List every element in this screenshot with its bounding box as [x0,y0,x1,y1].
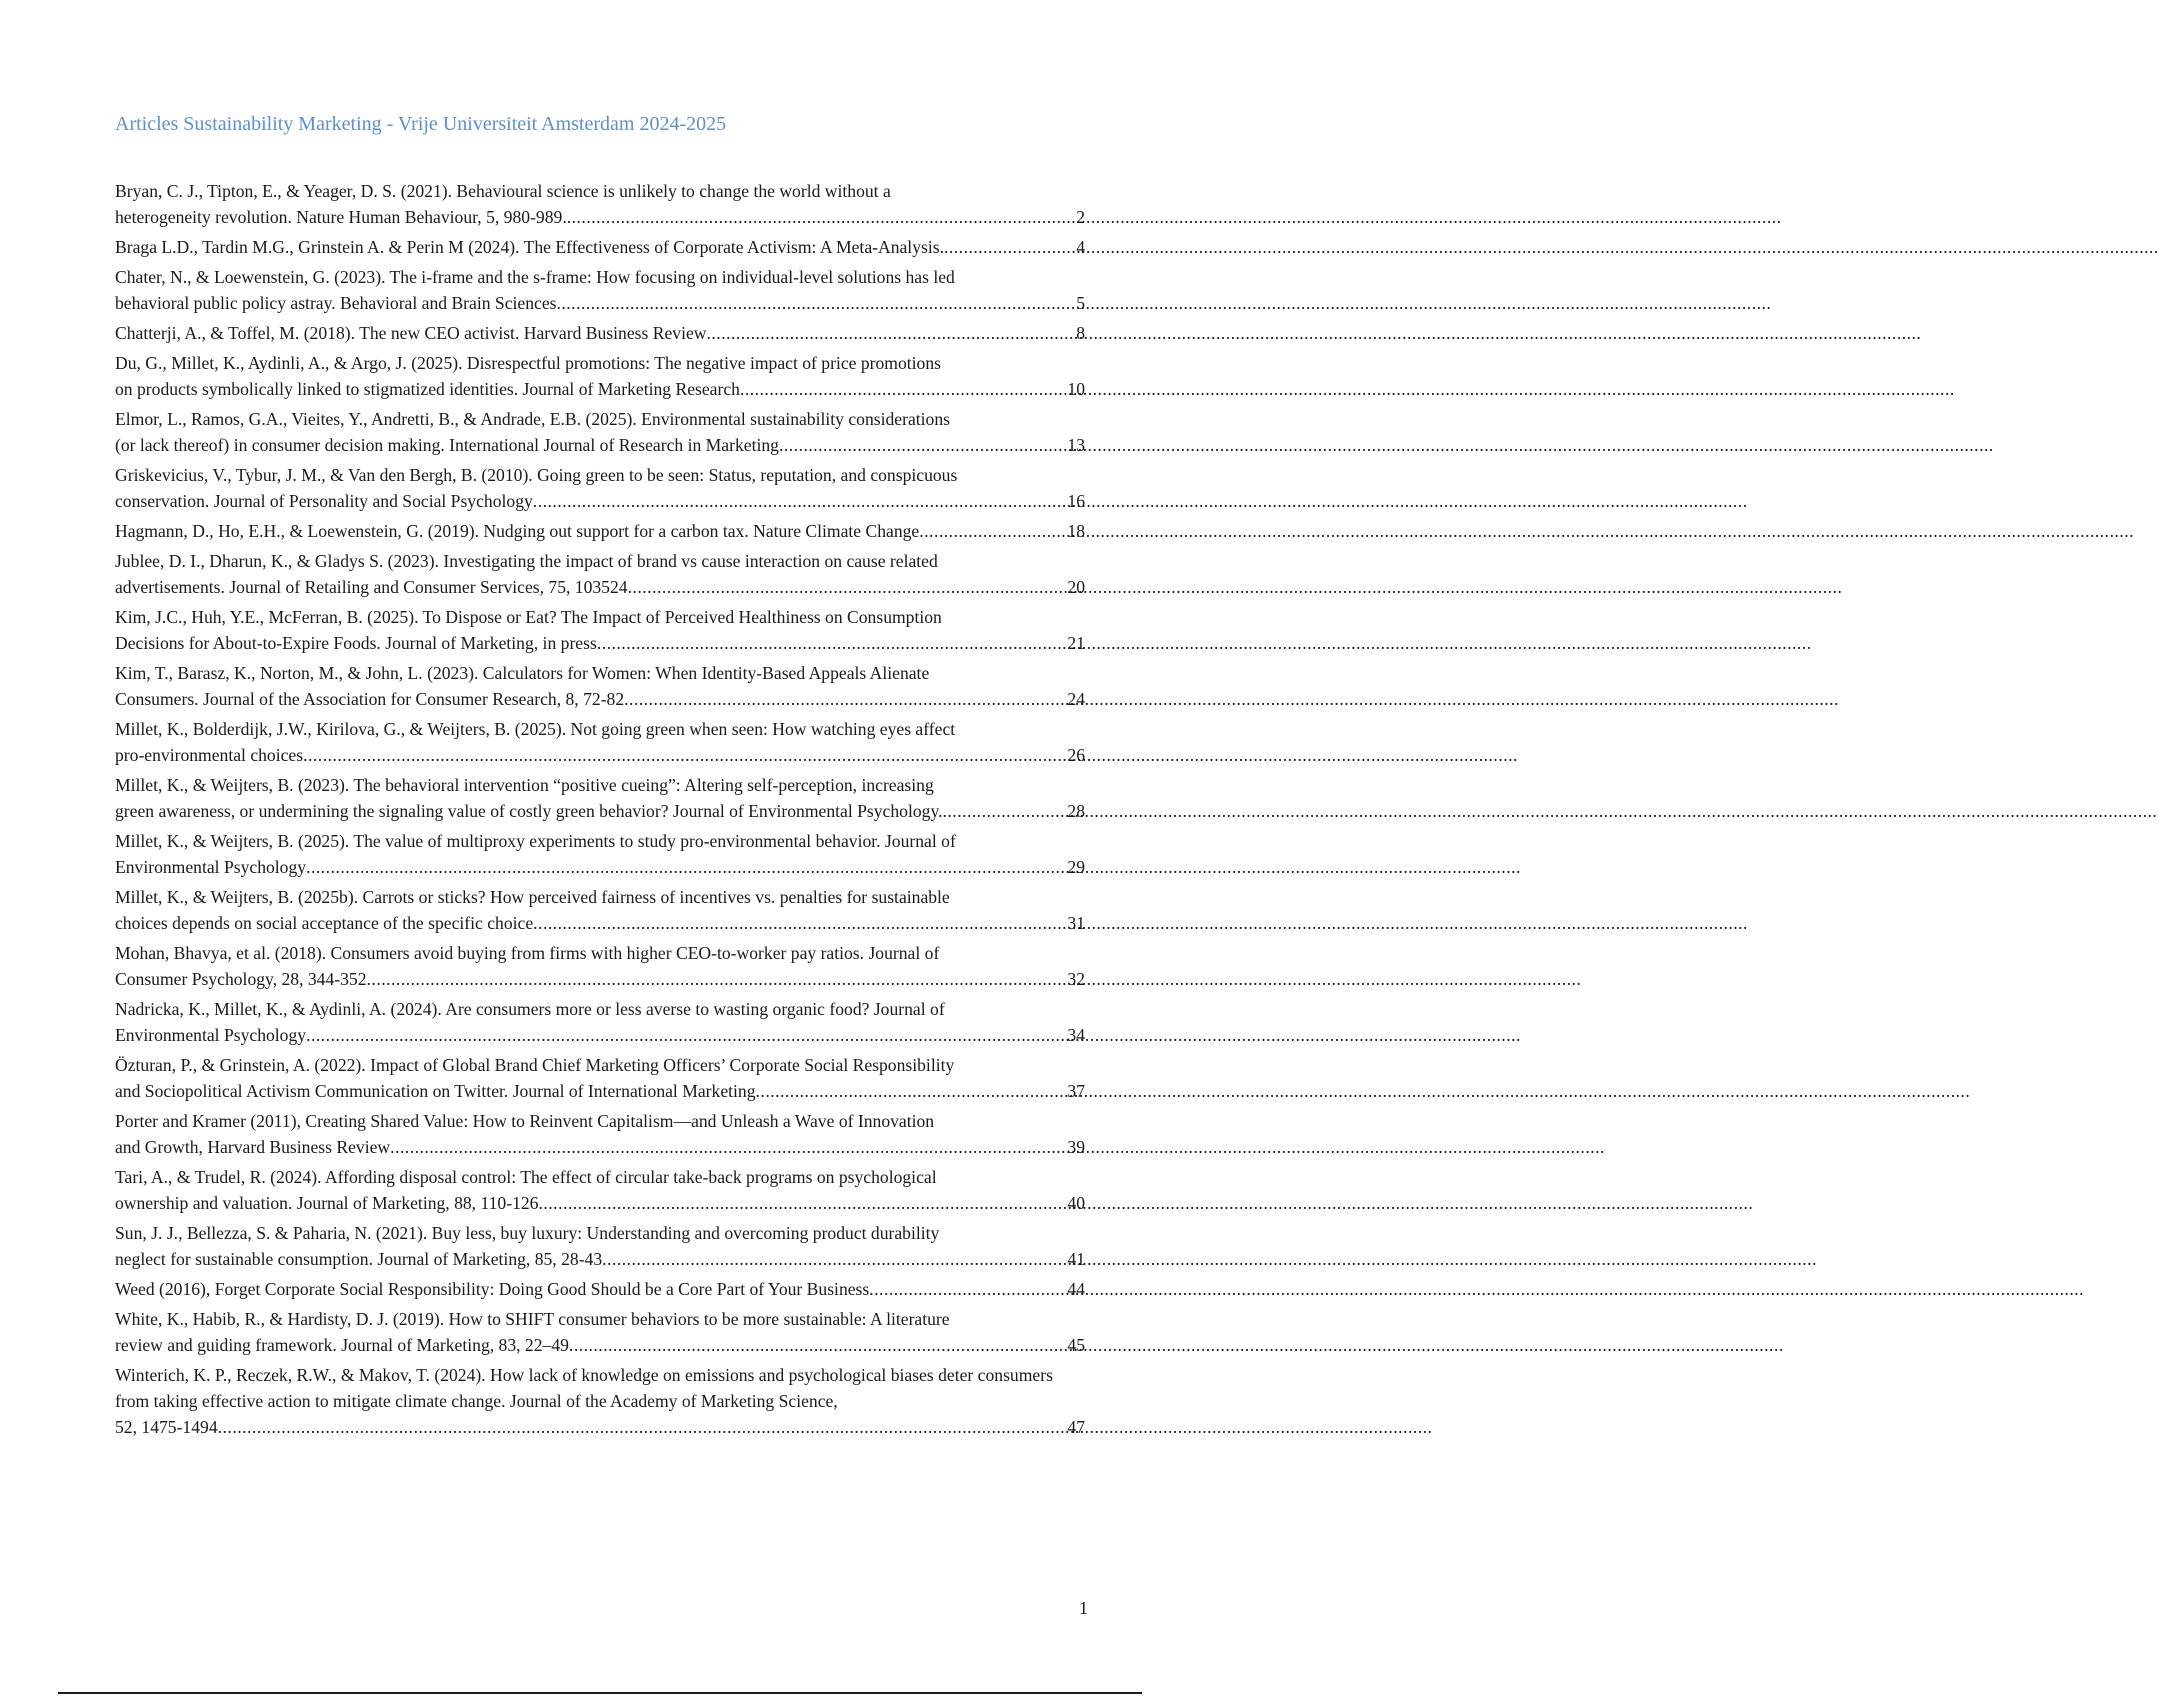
toc-entry-text: Mohan, Bhavya, et al. (2018). Consumers avoid buying from firms with higher CEO‐to‐worker pay ratios. Journal of [115,943,940,963]
toc-entry-text: Bryan, C. J., Tipton, E., & Yeager, D. S. (2021). Behavioural science is unlikely to change the world without a [115,181,891,201]
toc-page-number[interactable]: 13 [1067,435,1085,455]
toc-entry-line [115,630,1085,656]
toc-entry[interactable] [115,1164,1085,1216]
toc-entry-text: Sun, J. J., Bellezza, S. & Paharia, N. (2021). Buy less, buy luxury: Understanding and overcoming product durability [115,1223,940,1243]
toc-entry-text: Jublee, D. I., Dharun, K., & Gladys S. (2023). Investigating the impact of brand vs cause interaction on cause related [115,551,938,571]
toc-entry[interactable] [115,178,1085,230]
toc-entry-text: Griskevicius, V., Tybur, J. M., & Van den Bergh, B. (2010). Going green to be seen: Status, reputation, and conspicuous [115,465,958,485]
toc-page-number[interactable]: 24 [1067,689,1085,709]
toc-entry[interactable] [115,996,1085,1048]
toc-entry-line [115,518,1085,544]
toc-page-number[interactable]: 41 [1067,1249,1085,1269]
toc-page-number[interactable]: 31 [1067,913,1085,933]
toc-entry[interactable] [115,1108,1085,1160]
toc-page-number[interactable]: 10 [1067,379,1085,399]
toc-dot-leader [569,1332,1067,1358]
toc-page-number[interactable]: 47 [1067,1417,1085,1437]
toc-entry-line [115,798,1085,824]
toc-dot-leader [567,204,1076,230]
toc-entry-text: on products symbolically linked to stigmatized identities. Journal of Marketing Research [115,379,740,399]
toc-entry-line [115,204,1085,230]
toc-entry-text: conservation. Journal of Personality and Social Psychology [115,491,533,511]
toc-page-number[interactable]: 34 [1067,1025,1085,1045]
toc-entry-text: behavioral public policy astray. Behavioral and Brain Sciences [115,293,557,313]
toc-entry[interactable] [115,320,1085,346]
toc-entry-text: and Growth, Harvard Business Review [115,1137,391,1157]
toc-entry-line [115,1246,1085,1272]
toc-entry[interactable] [115,828,1085,880]
toc-entry-text: Tari, A., & Trudel, R. (2024). Affording disposal control: The effect of circular take-back programs on psychological [115,1167,937,1187]
toc-entry[interactable] [115,548,1085,600]
toc-entry[interactable] [115,1220,1085,1272]
toc-page-number[interactable]: 26 [1067,745,1085,765]
toc-page-number[interactable]: 16 [1067,491,1085,511]
toc-entry-text: Kim, T., Barasz, K., Norton, M., & John, L. (2023). Calculators for Women: When Identity-Based Appeals Alienate [115,663,930,683]
toc-entry-text: heterogeneity revolution. Nature Human Behaviour, 5, 980-989. [115,207,567,227]
toc-page-number[interactable]: 28 [1067,801,1085,821]
toc-entry-line [115,1332,1085,1358]
toc-entry-text: Consumer Psychology, 28, 344-352 [115,969,367,989]
toc-dot-leader [390,1134,1067,1160]
toc-dot-leader [779,432,1067,458]
page-number: 1 [1079,1598,1088,1618]
toc-entry-text: Millet, K., Bolderdijk, J.W., Kirilova, G., & Weijters, B. (2025). Not going green when seen: How watching eyes affect [115,719,956,739]
toc-entry-text: Porter and Kramer (2011), Creating Shared Value: How to Reinvent Capitalism—and Unleash a Wave of Innovation [115,1111,935,1131]
toc-page-number[interactable]: 45 [1067,1335,1085,1355]
toc-entry-line [115,376,1085,402]
page-title[interactable]: Articles Sustainability Marketing - Vrije Universiteit Amsterdam 2024-2025 [115,113,727,135]
toc-page-number[interactable]: 18 [1067,521,1085,541]
table-of-contents [115,178,1085,1444]
toc-page-number[interactable]: 39 [1067,1137,1085,1157]
toc-entry[interactable] [115,1362,1085,1440]
toc-entry[interactable] [115,350,1085,402]
toc-entry-line [115,1022,1085,1048]
toc-entry-text: Chater, N., & Loewenstein, G. (2023). The i-frame and the s-frame: How focusing on individual-level solutions has led [115,267,955,287]
toc-entry-line [115,234,1085,260]
toc-entry-line [115,290,1085,316]
toc-entry-text: Environmental Psychology [115,857,307,877]
toc-entry[interactable] [115,940,1085,992]
toc-dot-leader [869,1276,1067,1302]
toc-page-number[interactable]: 4 [1076,237,1085,257]
toc-page-number[interactable]: 40 [1067,1193,1085,1213]
toc-entry-text: Kim, J.C., Huh, Y.E., McFerran, B. (2025). To Dispose or Eat? The Impact of Perceived Healthiness on Consumption [115,607,942,627]
toc-entry[interactable] [115,264,1085,316]
toc-entry-line [115,1414,1085,1440]
toc-entry-text: neglect for sustainable consumption. Journal of Marketing, 85, 28-43 [115,1249,603,1269]
toc-page-number[interactable]: 5 [1076,293,1085,313]
toc-page-number[interactable]: 2 [1076,207,1085,227]
toc-entry[interactable] [115,604,1085,656]
toc-entry[interactable] [115,518,1085,544]
toc-entry-line [115,1134,1085,1160]
toc-entry-text: Decisions for About-to-Expire Foods. Journal of Marketing, in press [115,633,597,653]
toc-entry-text: Du, G., Millet, K., Aydinli, A., & Argo, J. (2025). Disrespectful promotions: The negative impact of price promotions [115,353,942,373]
toc-entry-text: and Sociopolitical Activism Communication on Twitter. Journal of International Marketing [115,1081,756,1101]
toc-entry-text: Nadricka, K., Millet, K., & Aydinli, A. (2024). Are consumers more or less averse to wasting organic food? Journal of [115,999,945,1019]
toc-entry-text: Elmor, L., Ramos, G.A., Vieites, Y., Andretti, B., & Andrade, E.B. (2025). Environmental sustainability considerations [115,409,950,429]
toc-entry-text: (or lack thereof) in consumer decision making. International Journal of Research in Marketing [115,435,779,455]
toc-entry-text: review and guiding framework. Journal of Marketing, 83, 22–49 [115,1335,569,1355]
toc-entry-text: Özturan, P., & Grinstein, A. (2022). Impact of Global Brand Chief Marketing Officers’ Corporate Social Responsibility [115,1055,955,1075]
toc-entry-text: Consumers. Journal of the Association for Consumer Research, 8, 72-82 [115,689,625,709]
toc-entry[interactable] [115,406,1085,458]
toc-entry-text: Weed (2016), Forget Corporate Social Responsibility: Doing Good Should be a Core Part of Your Business [115,1279,870,1299]
page-bottom-rule [58,1692,1142,1694]
toc-entry-text: 52, 1475-1494 [115,1417,218,1437]
toc-entry[interactable] [115,1306,1085,1358]
toc-entry[interactable] [115,1276,1085,1302]
toc-dot-leader [367,966,1068,992]
toc-entry[interactable] [115,660,1085,712]
toc-page-number[interactable]: 32 [1067,969,1085,989]
toc-page-number[interactable]: 37 [1067,1081,1085,1101]
toc-entry-text: Winterich, K. P., Reczek, R.W., & Makov, T. (2024). How lack of knowledge on emissions and psychological biases deter consumers from taking effective action to mitigate climate change. Journal of the Academy of Marketing Science, [115,1365,1053,1411]
toc-entry-text: Millet, K., & Weijters, B. (2025). The value of multiproxy experiments to study pro-environmental behavior. Journal of [115,831,956,851]
toc-entry-text: advertisements. Journal of Retailing and Consumer Services, 75, 103524 [115,577,628,597]
toc-entry-text: pro-environmental choices [115,745,304,765]
toc-entry[interactable] [115,716,1085,768]
toc-dot-leader [740,376,1067,402]
toc-entry-line [115,966,1085,992]
toc-dot-leader [944,234,1076,260]
toc-entry-text: White, K., Habib, R., & Hardisty, D. J. (2019). How to SHIFT consumer behaviors to be more sustainable: A literature [115,1309,950,1329]
toc-entry-line [115,320,1085,346]
toc-dot-leader [533,910,1067,936]
toc-entry-text: ownership and valuation. Journal of Marketing, 88, 110-126 [115,1193,539,1213]
toc-dot-leader [756,1078,1068,1104]
toc-entry-line [115,1078,1085,1104]
toc-dot-leader [919,518,1067,544]
toc-page-number[interactable]: 8 [1076,323,1085,343]
toc-page-number[interactable]: 29 [1067,857,1085,877]
toc-entry[interactable] [115,772,1085,824]
toc-entry-text: Braga L.D., Tardin M.G., Grinstein A. & Perin M (2024). The Effectiveness of Corporate Activism: A Meta-Analysis. [115,237,944,257]
toc-dot-leader [943,798,1068,824]
toc-dot-leader [303,742,1067,768]
toc-entry-line [115,910,1085,936]
toc-dot-leader [628,574,1068,600]
toc-dot-leader [556,290,1076,316]
toc-entry-text: Environmental Psychology [115,1025,307,1045]
toc-entry-text: green awareness, or undermining the signaling value of costly green behavior? Journal of Environmental Psychology. [115,801,943,821]
toc-entry-text: choices depends on social acceptance of the specific choice [115,913,534,933]
toc-dot-leader [306,1022,1067,1048]
toc-dot-leader [538,1190,1067,1216]
toc-entry-line [115,574,1085,600]
toc-page-number[interactable]: 20 [1067,577,1085,597]
toc-entry-text: Millet, K., & Weijters, B. (2025b). Carrots or sticks? How perceived fairness of incentives vs. penalties for sustainable [115,887,950,907]
toc-entry-text: Chatterji, A., & Toffel, M. (2018). The new CEO activist. Harvard Business Review [115,323,707,343]
toc-entry-line [115,742,1085,768]
toc-dot-leader [707,320,1077,346]
toc-entry-text: Millet, K., & Weijters, B. (2023). The behavioral intervention “positive cueing”: Altering self-perception, increasing [115,775,934,795]
toc-entry[interactable] [115,462,1085,514]
toc-entry-line [115,1276,1085,1302]
toc-entry[interactable] [115,884,1085,936]
toc-dot-leader [306,854,1067,880]
toc-dot-leader [218,1414,1068,1440]
toc-page-number[interactable]: 21 [1067,633,1085,653]
toc-entry-line [115,488,1085,514]
toc-dot-leader [533,488,1068,514]
toc-entry[interactable] [115,1052,1085,1104]
toc-entry-line [115,854,1085,880]
toc-entry-line [115,432,1085,458]
toc-dot-leader [624,686,1067,712]
toc-entry-text: Hagmann, D., Ho, E.H., & Loewenstein, G. (2019). Nudging out support for a carbon tax. Nature Climate Change [115,521,920,541]
toc-entry-line [115,1190,1085,1216]
toc-entry[interactable] [115,234,1085,260]
toc-page-number[interactable]: 44 [1067,1279,1085,1299]
toc-dot-leader [597,630,1068,656]
toc-entry-line [115,686,1085,712]
toc-dot-leader [602,1246,1067,1272]
